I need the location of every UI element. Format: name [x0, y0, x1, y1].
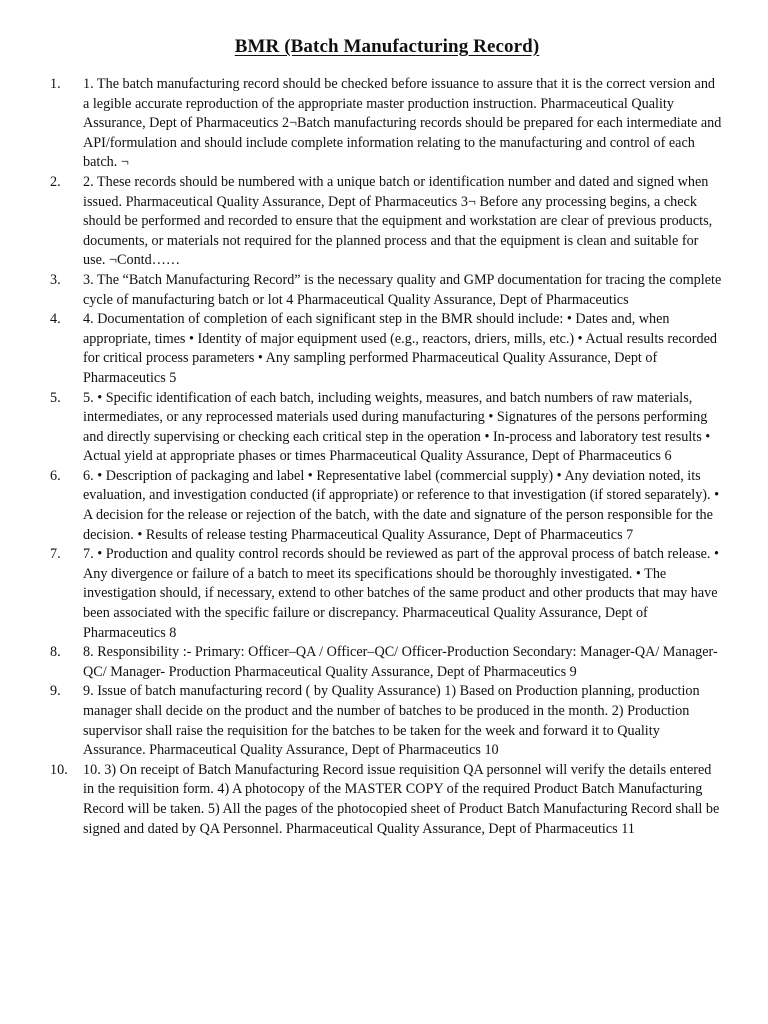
- list-item: [50, 682, 724, 760]
- list-item-text: 3. The “Batch Manufacturing Record” is the necessary quality and GMP documentation for tracing the complete cycle of manufacturing batch or lot 4 Pharmaceutical Quality Assurance, Dept of Pharmaceutics: [83, 271, 722, 308]
- list-item: [50, 761, 724, 839]
- list-item: [50, 173, 724, 271]
- list-item-text: 8. Responsibility :- Primary: Officer–QA / Officer–QC/ Officer-Production Secondary: Manager-QA/ Manager- QC/ Manager- Production Pharmaceutical Quality Assurance, Dept of Pharmaceutics 9: [83, 644, 718, 680]
- list-item: [50, 310, 724, 388]
- list-item-number: 3.: [50, 271, 61, 288]
- list-item-text: 9. Issue of batch manufacturing record ( by Quality Assurance) 1) Based on Production planning, production manager shall decide on the product and the number of batches to be produced in the month. 2) Production supervisor shall raise the requisition for the batches to be taken for the week and forward it to Quality Assurance. Pharmaceutical Quality Assurance, Dept of Pharmaceutics 10: [83, 683, 700, 759]
- list-item-number: 2.: [50, 173, 61, 190]
- list-item-number: 7.: [50, 546, 61, 563]
- list-item: [50, 389, 724, 467]
- list-item: [50, 643, 724, 682]
- list-item-number: 1.: [50, 76, 61, 92]
- list-item-text: 5. • Specific identification of each batch, including weights, measures, and batch numbers of raw materials, intermediates, or any reprocessed materials used during manufacturing • Signatures of the persons performing and directly supervising or checking each critical step in the operation • In-process and laboratory test results • Actual yield at appropriate phases or times Pharmaceutical Quality Assurance, Dept of Pharmaceutics 6: [83, 389, 711, 465]
- list-item-text: 6. • Description of packaging and label • Representative label (commercial supply) • Any deviation noted, its evaluation, and investigation conducted (if appropriate) or reference to that investigation (if stored separately). • A decision for the release or rejection of the batch, with the date and signature of the person responsible for the decision. • Results of release testing Pharmaceutical Quality Assurance, Dept of Pharmaceutics 7: [83, 467, 720, 543]
- numbered-list: [50, 75, 724, 839]
- list-item-number: 10.: [50, 761, 68, 778]
- list-item-text: 1. The batch manufacturing record should be checked before issuance to assure that it is the correct version and a legible accurate reproduction of the appropriate master production instruction. Pharmaceutical Quality Assurance, Dept of Pharmaceutics 2¬Batch manufacturing records should be prepared for each intermediate and API/formulation and should include complete information relating to the manufacturing and control of each batch. ¬: [83, 76, 722, 171]
- list-item-number: 6.: [50, 467, 61, 484]
- list-item-number: 5.: [50, 389, 61, 406]
- list-item-text: 7. • Production and quality control records should be reviewed as part of the approval process of batch release. • Any divergence or failure of a batch to meet its specifications should be thoroughly investigated. • The investigation should, if necessary, extend to other batches of the same product and other products that may have been associated with the specific failure or discrepancy. Pharmaceutical Quality Assurance, Dept of Pharmaceutics 8: [83, 546, 719, 641]
- document-title: BMR (Batch Manufacturing Record): [234, 36, 540, 57]
- list-item-number: 9.: [50, 683, 61, 700]
- list-item-text: 2. These records should be numbered with a unique batch or identification number and dated and signed when issued. Pharmaceutical Quality Assurance, Dept of Pharmaceutics 3¬ Before any processing begins, a check should be performed and recorded to ensure that the equipment and workstation are clear of previous products, documents, or materials not required for the planned process and that the equipment is clean and suitable for use. ¬Contd……: [83, 173, 713, 269]
- list-item-text: 10. 3) On receipt of Batch Manufacturing Record issue requisition QA personnel will verify the details entered in the requisition form. 4) A photocopy of the MASTER COPY of the required Product Batch Manufacturing Record will be taken. 5) All the pages of the photocopied sheet of Product Batch Manufacturing Record shall be signed and dated by QA Personnel. Pharmaceutical Quality Assurance, Dept of Pharmaceutics 11: [83, 761, 720, 837]
- list-item: [50, 545, 724, 643]
- list-item-number: 4.: [50, 311, 61, 328]
- list-item-text: 4. Documentation of completion of each significant step in the BMR should include: • Dates and, when appropriate, times • Identity of major equipment used (e.g., reactors, driers, mills, etc.) • Actual results recorded for critical process parameters • Any sampling performed Pharmaceutical Quality Assurance, Dept of Pharmaceutics 5: [83, 311, 717, 386]
- list-item: [50, 271, 724, 310]
- list-item-number: 8.: [50, 644, 61, 661]
- list-item: [50, 467, 724, 545]
- list-item: [50, 75, 724, 173]
